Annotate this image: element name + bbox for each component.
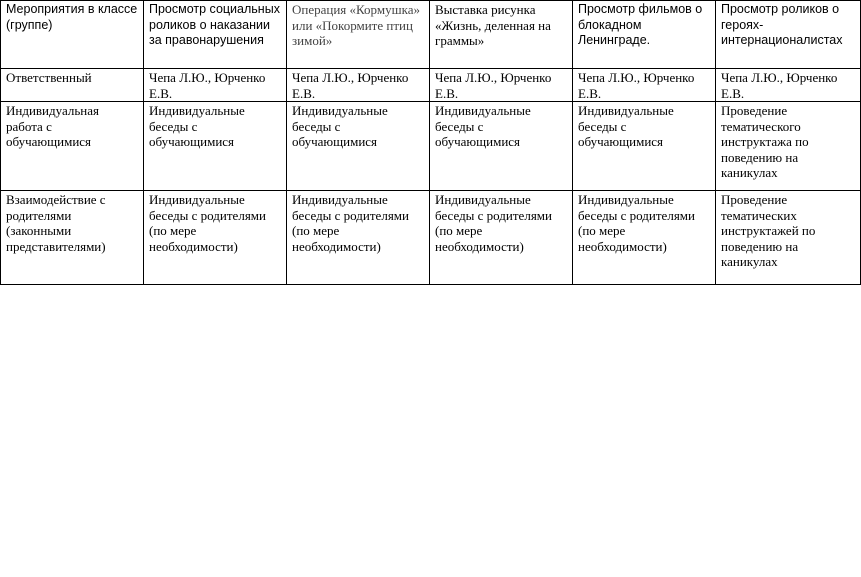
header-cell-text: Просмотр роликов о героях-интернационалистах [721, 2, 843, 47]
header-cell [716, 1, 861, 69]
table-cell [573, 102, 716, 191]
cell-text: Индивидуальные беседы с родителями (по мере необходимости) [435, 192, 552, 254]
row-label-cell [1, 102, 144, 191]
cell-text: Индивидуальные беседы с родителями (по мере необходимости) [292, 192, 409, 254]
table-cell [287, 102, 430, 191]
table-cell [573, 191, 716, 285]
table-cell [573, 69, 716, 102]
table-cell [430, 69, 573, 102]
cell-text: Чепа Л.Ю., Юрченко Е.В. [721, 70, 838, 101]
table-row [1, 102, 861, 191]
cell-text: Индивидуальные беседы с обучающимися [149, 103, 245, 149]
header-cell-text: Выставка рисунка «Жизнь, деленная на граммы» [435, 2, 551, 48]
header-cell [430, 1, 573, 69]
table-cell [144, 191, 287, 285]
cell-text: Проведение тематических инструктажей по поведению на каникулах [721, 192, 816, 269]
cell-text: Индивидуальные беседы с обучающимися [578, 103, 674, 149]
table-header-row [1, 1, 861, 69]
row-label-cell [1, 191, 144, 285]
cell-text: Чепа Л.Ю., Юрченко Е.В. [435, 70, 552, 101]
header-cell-text: Просмотр социальных роликов о наказании за правонарушения [149, 2, 280, 47]
table-cell [430, 191, 573, 285]
cell-text: Проведение тематического инструктажа по поведению на каникулах [721, 103, 809, 180]
table-cell [716, 102, 861, 191]
cell-text: Индивидуальные беседы с обучающимися [435, 103, 531, 149]
table-cell [716, 69, 861, 102]
cell-text: Индивидуальные беседы с родителями (по мере необходимости) [578, 192, 695, 254]
table-cell [287, 69, 430, 102]
table-cell [716, 191, 861, 285]
header-cell [573, 1, 716, 69]
cell-text: Чепа Л.Ю., Юрченко Е.В. [578, 70, 695, 101]
cell-text: Индивидуальные беседы с родителями (по мере необходимости) [149, 192, 266, 254]
cell-text: Чепа Л.Ю., Юрченко Е.В. [292, 70, 409, 101]
table-cell [287, 191, 430, 285]
cell-text: Чепа Л.Ю., Юрченко Е.В. [149, 70, 266, 101]
cell-text: Индивидуальные беседы с обучающимися [292, 103, 388, 149]
row-label: Индивидуальная работа с обучающимися [6, 103, 99, 149]
header-cell [1, 1, 144, 69]
table-cell [144, 102, 287, 191]
header-cell-text: Просмотр фильмов о блокадном Ленинграде. [578, 2, 703, 47]
header-cell [144, 1, 287, 69]
table-cell [430, 102, 573, 191]
table-row [1, 191, 861, 285]
row-label: Взаимодействие с родителями (законными представителями) [6, 192, 106, 254]
header-cell-text: Мероприятия в классе (группе) [6, 2, 138, 32]
row-label: Ответственный [6, 70, 92, 85]
row-label-cell [1, 69, 144, 102]
table-row [1, 69, 861, 102]
header-cell [287, 1, 430, 69]
table-cell [144, 69, 287, 102]
activities-plan-table [0, 0, 861, 285]
header-cell-text: Операция «Кормушка» или «Покормите птиц зимой» [292, 2, 420, 48]
